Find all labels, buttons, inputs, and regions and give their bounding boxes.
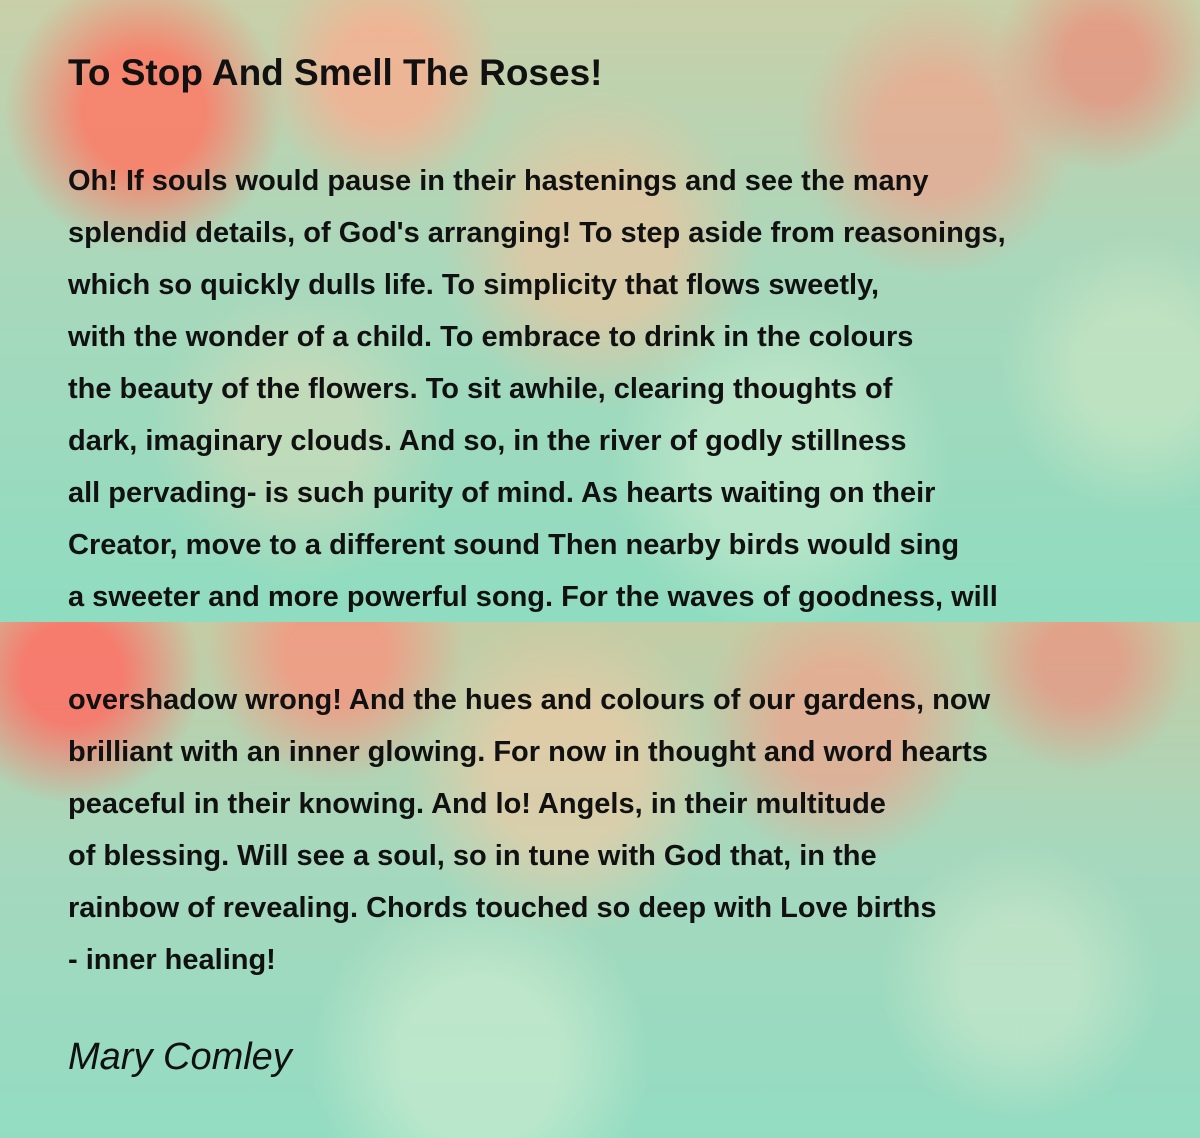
poem-author: Mary Comley bbox=[68, 1036, 292, 1078]
poem-line: of blessing. Will see a soul, so in tune with God that, in the bbox=[68, 840, 877, 872]
poem-line: overshadow wrong! And the hues and colours of our gardens, now bbox=[68, 684, 991, 716]
poem-line: splendid details, of God's arranging! To step aside from reasonings, bbox=[68, 217, 1006, 249]
poem-line: peaceful in their knowing. And lo! Angels, in their multitude bbox=[68, 788, 886, 820]
poem-lines-part1 bbox=[68, 155, 1006, 622]
poem-line: - inner healing! bbox=[68, 944, 276, 976]
poem-line: with the wonder of a child. To embrace to drink in the colours bbox=[68, 321, 914, 353]
poem-line: all pervading- is such purity of mind. As hearts waiting on their bbox=[68, 477, 936, 509]
poem-panel-bottom bbox=[0, 622, 1200, 1138]
poem-line: Oh! If souls would pause in their hastenings and see the many bbox=[68, 165, 929, 197]
poem-line: a sweeter and more powerful song. For the waves of goodness, will bbox=[68, 581, 998, 613]
poem-title: To Stop And Smell The Roses! bbox=[68, 52, 603, 93]
poem-line: Creator, move to a different sound Then nearby birds would sing bbox=[68, 529, 960, 561]
poem-line: rainbow of revealing. Chords touched so deep with Love births bbox=[68, 892, 937, 924]
poem-line: the beauty of the flowers. To sit awhile, clearing thoughts of bbox=[68, 373, 893, 405]
poem-line: brilliant with an inner glowing. For now in thought and word hearts bbox=[68, 736, 988, 768]
poem-line: which so quickly dulls life. To simplicity that flows sweetly, bbox=[68, 269, 880, 301]
poem-lines-part2 bbox=[68, 674, 990, 986]
poem-line: dark, imaginary clouds. And so, in the river of godly stillness bbox=[68, 425, 907, 457]
